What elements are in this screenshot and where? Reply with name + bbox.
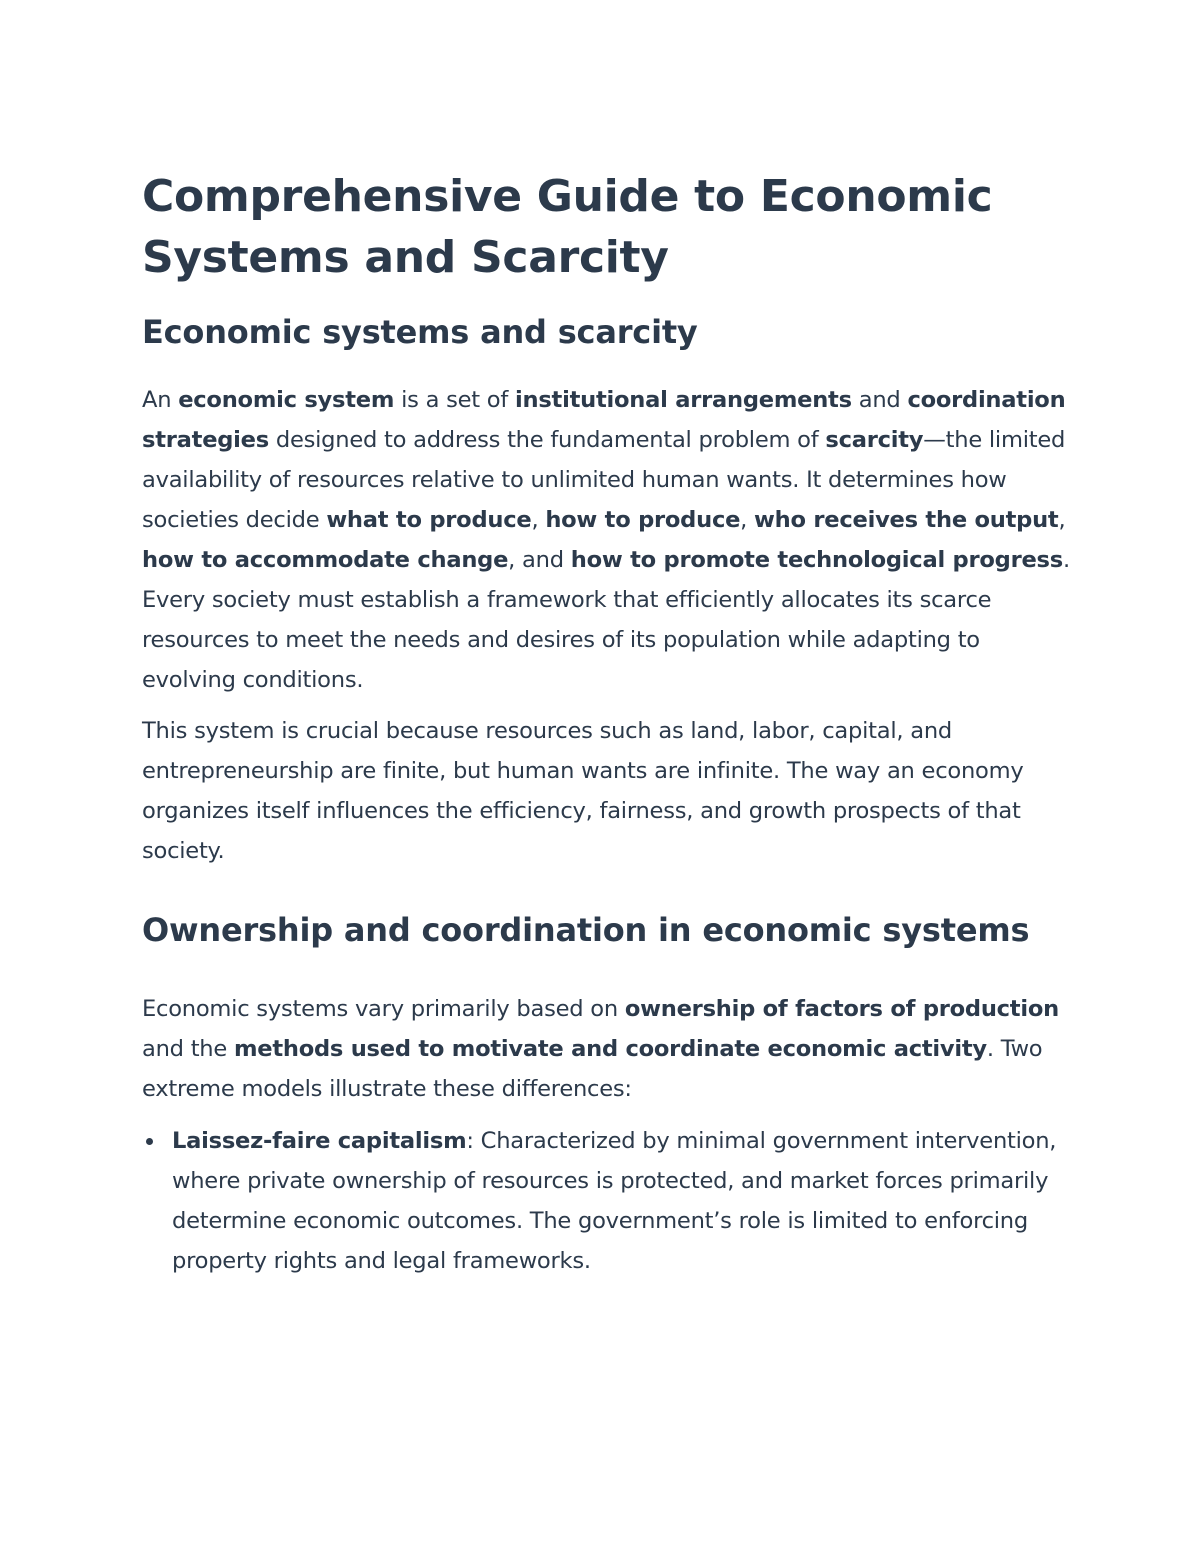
text-run: An (142, 387, 179, 413)
economic-models-list (142, 1121, 1070, 1281)
text-run: , (740, 507, 755, 533)
text-run: Economic systems vary primarily based on (142, 996, 625, 1022)
bold-term-institutional-arrangements: institutional arrangements (515, 387, 852, 413)
bold-term-who-receives-output: who receives the output (754, 507, 1059, 533)
bold-term-technological-progress: how to promote technological progress (570, 547, 1063, 573)
text-run: designed to address the fundamental problem of (268, 427, 826, 453)
list-item-term: Laissez-faire capitalism (172, 1128, 467, 1154)
list-item-text: : Characterized by minimal government intervention, where private ownership of resources is protected, and market forces primarily determine economic outcomes. The government’s role is limited to enforcing property rights and legal frameworks. (172, 1128, 1057, 1274)
bold-term-methods-coordinate: methods used to motivate and coordinate economic activity (233, 1036, 987, 1062)
section-heading-ownership-coordination: Ownership and coordination in economic systems (142, 911, 1030, 949)
text-run: . Two extreme models illustrate these differences: (142, 1036, 1043, 1102)
bold-term-economic-system: economic system (178, 387, 395, 413)
bullet-icon (146, 1138, 153, 1145)
bold-term-scarcity: scarcity (825, 427, 924, 453)
bold-term-accommodate-change: how to accommodate change (142, 547, 509, 573)
text-run: and the (142, 1036, 234, 1062)
text-run: , (531, 507, 546, 533)
paragraph-economic-system-definition (142, 380, 1070, 700)
text-run: , (1058, 507, 1066, 533)
bold-term-what-to-produce: what to produce (326, 507, 532, 533)
list-item-laissez-faire (172, 1121, 1070, 1281)
section-heading-economic-systems: Economic systems and scarcity (142, 313, 698, 351)
page-title: Comprehensive Guide to Economic Systems and Scarcity (142, 171, 993, 283)
bold-term-how-to-produce: how to produce (545, 507, 741, 533)
paragraph-ownership-intro (142, 989, 1070, 1109)
bold-term-coordination-strategies: coordination strategies (142, 387, 1066, 453)
text-run: , and (508, 547, 571, 573)
bold-term-ownership-factors: ownership of factors of production (624, 996, 1059, 1022)
text-run: is a set of (394, 387, 516, 413)
paragraph-resources-finite: This system is crucial because resources such as land, labor, capital, and entrepreneurship are finite, but human wants are infinite. The way an economy organizes itself influences the efficiency, fairness, and growth prospects of that society. (142, 718, 1024, 864)
text-run: . Every society must establish a framework that efficiently allocates its scarce resources to meet the needs and desires of its population while adapting to evolving conditions. (142, 547, 1070, 693)
text-run: —the limited availability of resources relative to unlimited human wants. It determines how societies decide (142, 427, 1066, 533)
text-run: and (851, 387, 908, 413)
